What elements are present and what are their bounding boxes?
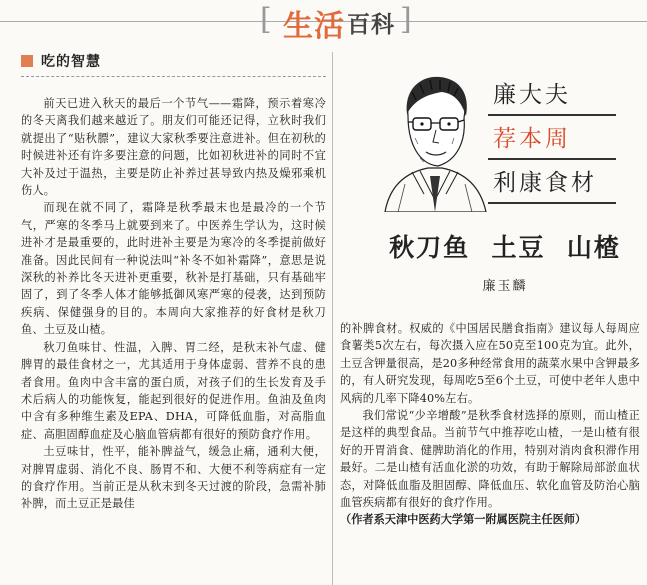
page-header [0,0,647,44]
feature-rule-2 [488,158,616,160]
section-title [21,50,326,72]
author-note: （作者系天津中医药大学第一附属医院主任医师） [340,512,587,527]
left-paragraph: 土豆味甘，性平，能补脾益气，缓急止痛，通利大便，对脾胃虚弱、消化不良、肠胃不和、大便不利等病症有一定的食疗作用。当前正是从秋末到冬天过渡的阶段，急需补肺补脾，而土豆正是最佳 [21,445,326,511]
header-brand: 生活 [283,9,345,44]
feature-rule-3 [488,202,616,204]
article-byline: 廉玉麟 [482,279,528,294]
header-close-bracket: ] [400,2,412,37]
left-paragraph: 而现在就不同了，霜降是秋季最末也是最冷的一个节气，严寒的冬季马上就要到来了。中医养生学认为，这时候进补才是最重要的，此时进补主要是为寒冷的冬季提前做好准备。因此民间有一种说法叫“补冬不如补霜降”，意思是说深秋的补养比冬天进补更重要，秋补是打基础，只有基础牢固了，到了冬季人体才能够抵御风寒严寒的侵袭，达到预防疾病、保健强身的目的。本周向大家推荐的好食材是秋刀鱼、土豆及山楂。 [21,201,326,337]
column-divider [332,52,333,585]
left-column [21,50,326,585]
feature-rule-1 [488,114,616,116]
header-section: 百科 [347,11,395,38]
article-headline: 秋刀鱼 土豆 山楂 [389,233,621,262]
title-square-icon [21,55,33,67]
right-column [340,320,640,585]
right-paragraph: 我们常说“少辛增酸”是秋季食材选择的原则，而山楂正是这样的典型食品。当前节气中推荐吃山楂，一是山楂有很好的开胃消食、健脾助消化的作用，特别对消肉食积滞作用最好。二是山楂有活血化淤的功效，有助于解除局部淤血状态，对降低血脂及胆固醇、降低血压、软化血管及防治心脑血管疾病都有很好的食疗作用。 [340,409,640,510]
left-paragraph: 前天已进入秋天的最后一个节气——霜降，预示着寒冷的冬天离我们越来越近了。朋友们可能还记得，立秋时我们就提出了“贴秋膘”，建议大家秋季要注意进补。但在初秋的时候进补还有许多要注意的问题，比如初秋进补的同时不宜大补及过于温热，主要是防止补养过甚导致内热及燥邪乘机伤人。 [21,97,326,198]
portrait-illustration [380,72,490,212]
header-open-bracket: [ [260,2,272,37]
right-paragraph: 的补脾食材。权威的《中国居民膳食指南》建议每人每周应食薯类5次左右，每次摄入应在50克至100克为宜。此外，土豆含钾量很高，是20多种经常食用的蔬菜水果中含钾最多的，有人研究发现，每周吃5至6个土豆，可使中老年人患中风病的几率下降40%左右。 [340,322,640,405]
left-paragraph: 秋刀鱼味甘、性温，入脾、胃二经，是秋末补气虚、健脾胃的最佳食材之一，尤其适用于身体虚弱、营养不良的患者食用。鱼肉中含丰富的蛋白质，对孩子们的生长发育及手术后病人的功能恢复，能起到很好的促进作用。鱼油及鱼肉中含有多种维生素及EPA、DHA，可降低血脂，对高脂血症、高胆固醇血症及心脑血管病都有很好的预防食疗作用。 [21,340,326,441]
column-name: 荐本周 [493,126,571,152]
feature-box [340,50,647,320]
doctor-name: 廉大夫 [493,82,571,108]
section-title-text: 吃的智慧 [41,54,101,70]
section-divider [21,76,326,77]
column-topic: 利康食材 [493,170,597,196]
